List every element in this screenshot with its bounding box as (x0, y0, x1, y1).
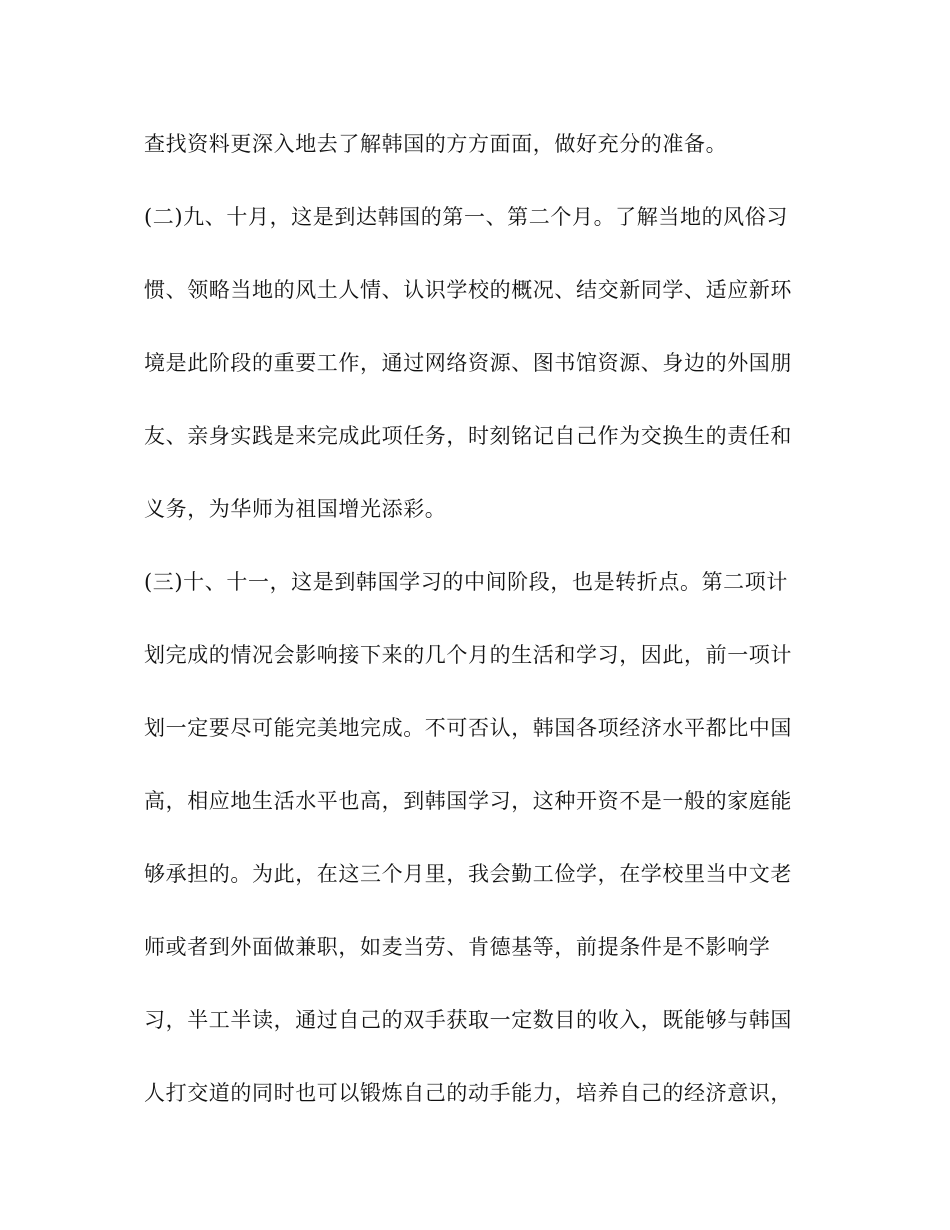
text-line: 境是此阶段的重要工作，通过网络资源、图书馆资源、身边的外国朋 (144, 351, 792, 375)
text-line: 查找资料更深入地去了解韩国的方方面面，做好充分的准备。 (144, 132, 728, 156)
text-line: 划完成的情况会影响接下来的几个月的生活和学习，因此，前一项计 (144, 643, 792, 667)
text-line: 惯、领略当地的风土人情、认识学校的概况、结交新同学、适应新环 (144, 278, 792, 302)
text-line: 习，半工半读，通过自己的双手获取一定数目的收入，既能够与韩国 (144, 1008, 792, 1032)
text-line: (二)九、十月，这是到达韩国的第一、第二个月。了解当地的风俗习 (144, 205, 788, 229)
text-line: 友、亲身实践是来完成此项任务，时刻铭记自己作为交换生的责任和 (144, 424, 792, 448)
text-line: (三)十、十一，这是到韩国学习的中间阶段，也是转折点。第二项计 (144, 570, 788, 594)
text-line: 师或者到外面做兼职，如麦当劳、肯德基等，前提条件是不影响学 (144, 935, 771, 959)
text-line: 人打交道的同时也可以锻炼自己的动手能力，培养自己的经济意识， (144, 1081, 792, 1105)
text-line: 划一定要尽可能完美地完成。不可否认，韩国各项经济水平都比中国 (144, 716, 792, 740)
text-line: 高，相应地生活水平也高，到韩国学习，这种开资不是一般的家庭能 (144, 789, 792, 813)
document-body-text (144, 108, 806, 1130)
text-line: 够承担的。为此，在这三个月里，我会勤工俭学，在学校里当中文老 (144, 862, 792, 886)
text-line: 义务，为华师为祖国增光添彩。 (144, 497, 447, 521)
